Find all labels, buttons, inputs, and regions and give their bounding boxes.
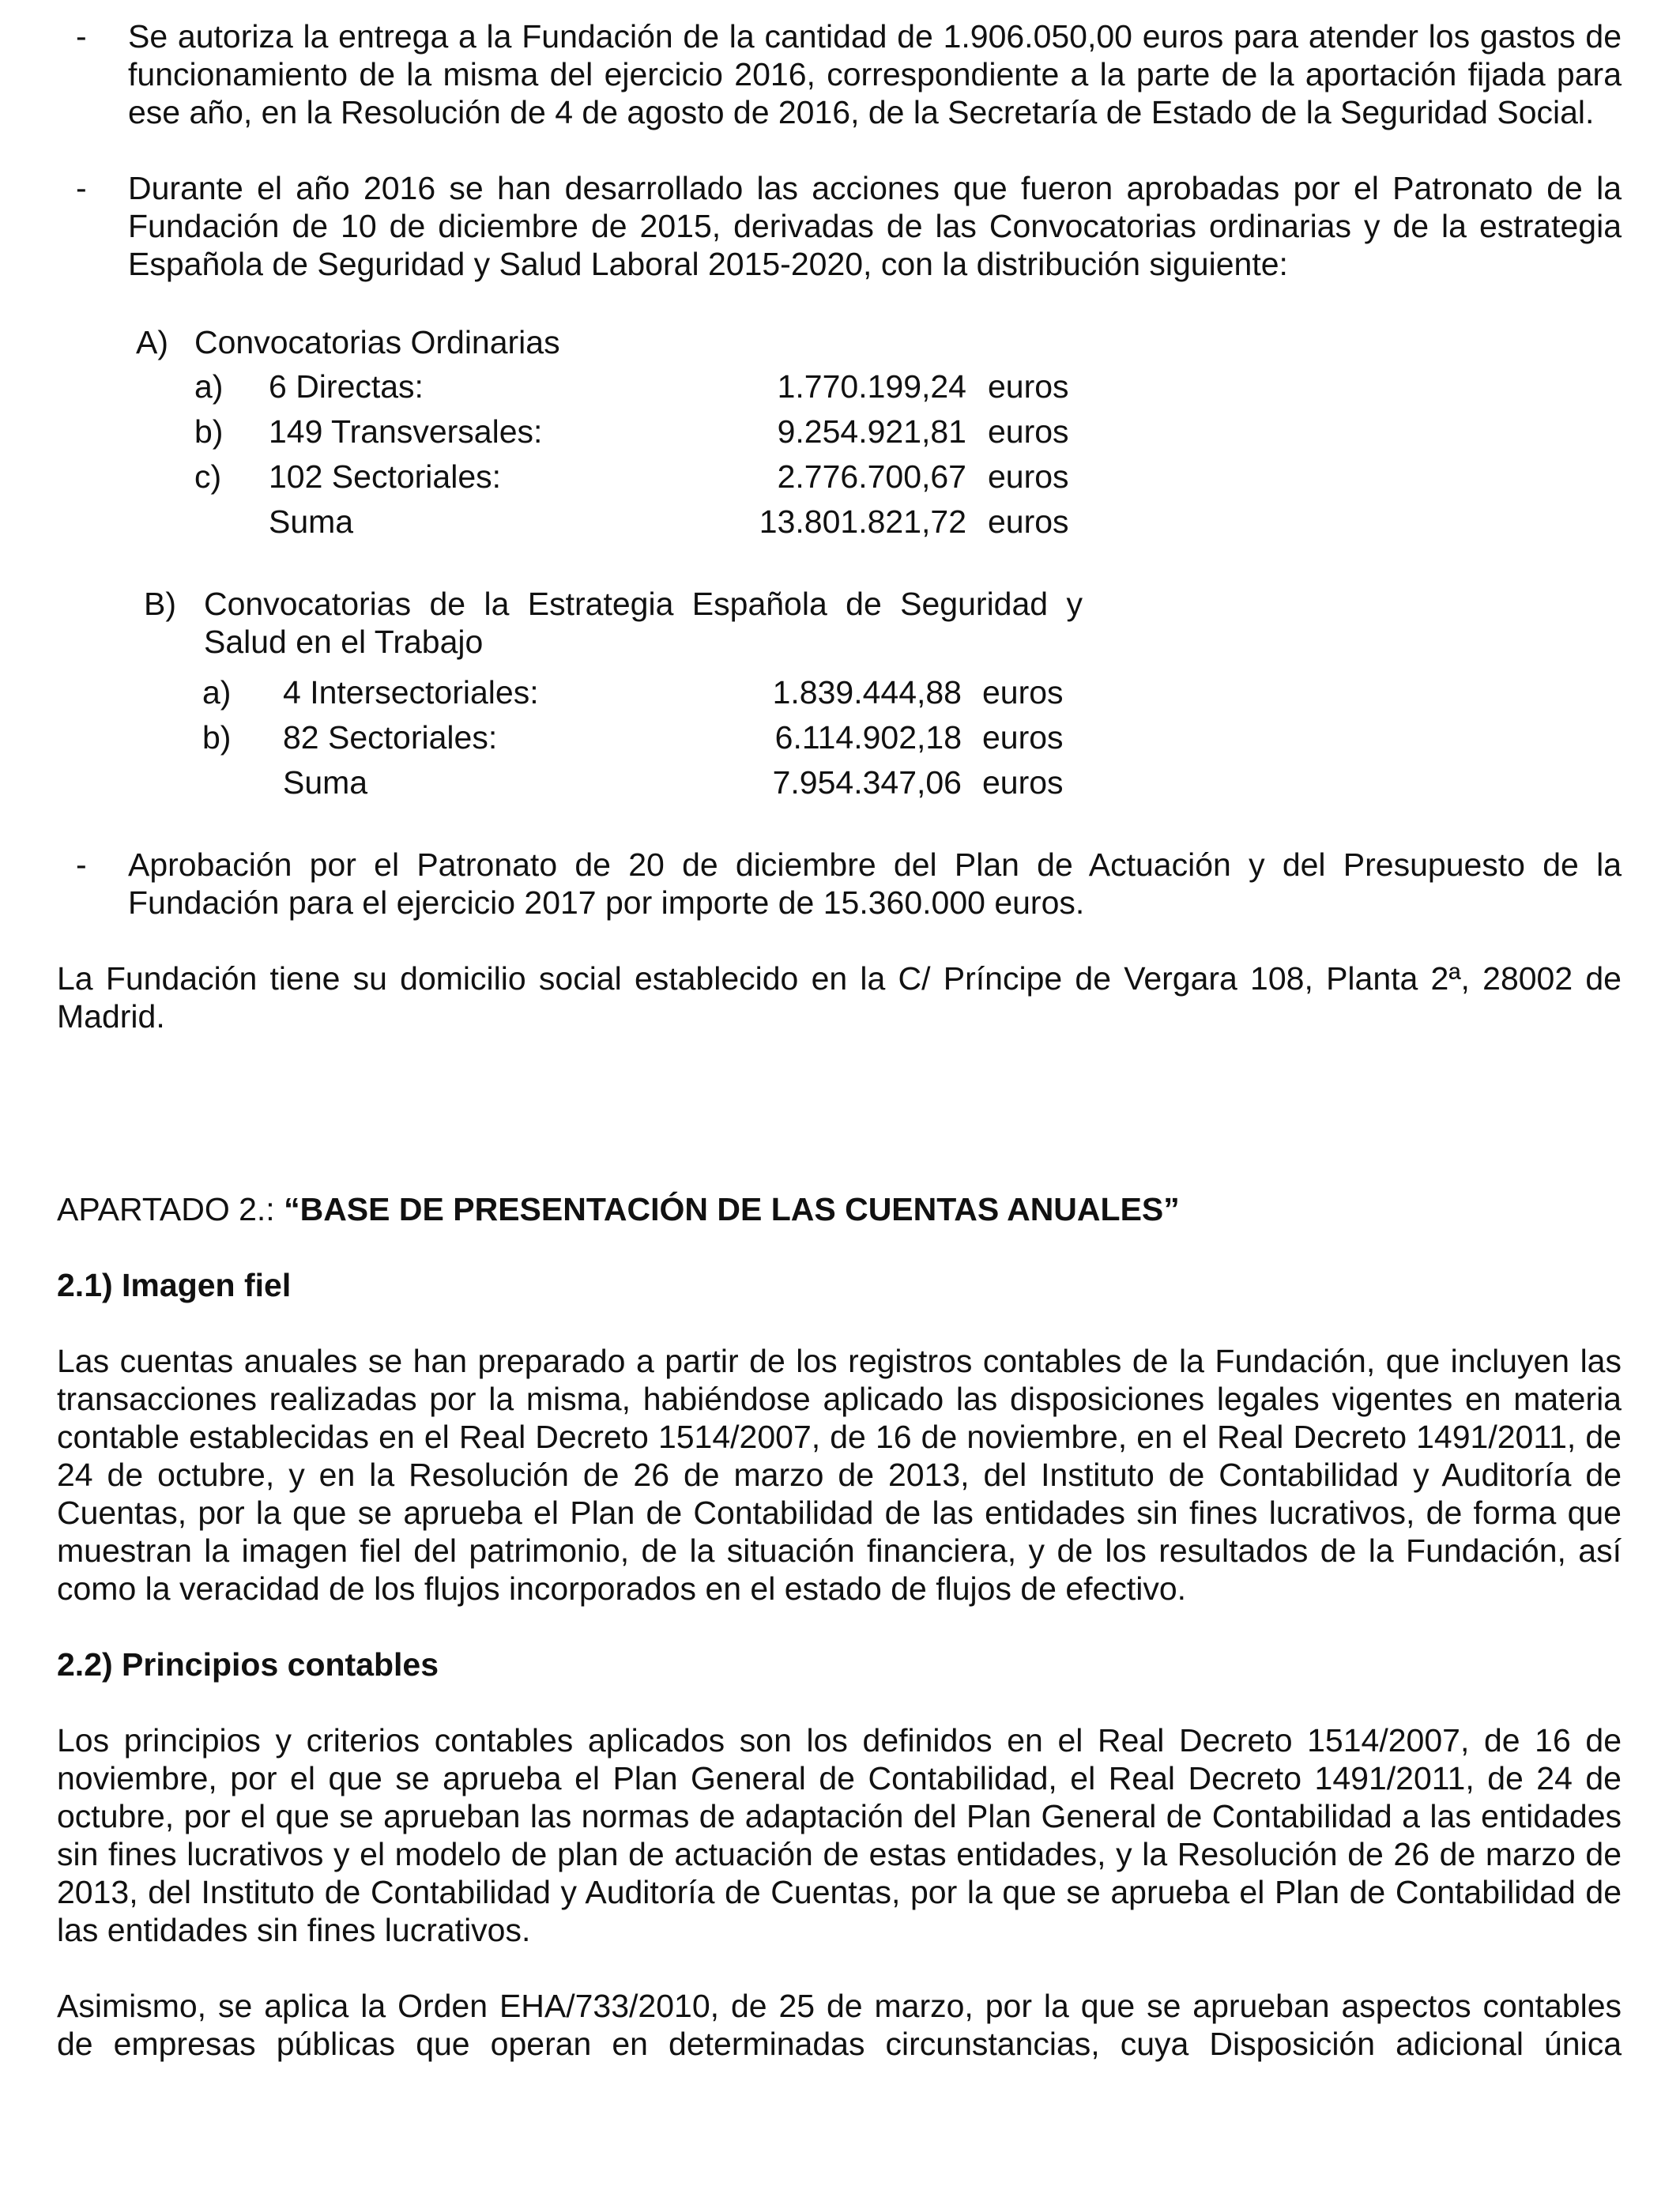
principios-contables-paragraph: Los principios y criterios contables aplicados son los definidos en el Real Decreto 1514/2007, de 16 de noviembre, por el que se aprueba el Plan General de Contabilidad, el Real Decreto 1491/2011, de 24 de octubre, por el que se aprueban las normas de adaptación del Plan General de Contabilidad a las entidades sin fines lucrativos y el modelo de plan de actuación de estas entidades, y la Resolución de 26 de marzo de 2013, del Instituto de Contabilidad y Auditoría de Cuentas, por la que se aprueba el Plan de Contabilidad de las entidades sin fines lucrativos. — [57, 1722, 1622, 1948]
row-description: 149 Transversales: — [269, 413, 543, 450]
bullet-dash: - — [76, 18, 87, 55]
row-label: b) — [202, 719, 232, 756]
row-label: b) — [194, 413, 224, 450]
row-amount: 1.770.199,24 — [777, 368, 966, 405]
domicile-paragraph: La Fundación tiene su domicilio social establecido en la C/ Príncipe de Vergara 108, Planta 2ª, 28002 de Madrid. — [57, 960, 1622, 1035]
row-label: c) — [194, 458, 222, 495]
row-amount: 7.954.347,06 — [772, 764, 962, 801]
row-description: 102 Sectoriales: — [269, 458, 502, 495]
bullet-item-actions — [57, 169, 1622, 283]
row-amount: 1.839.444,88 — [772, 674, 962, 711]
row-amount: 9.254.921,81 — [777, 413, 966, 450]
bullet-text: Durante el año 2016 se han desarrollado las acciones que fueron aprobadas por el Patronato de la Fundación de 10 de diciembre de 2015, derivadas de las Convocatorias ordinarias y de la estrategia Española de Seguridad y Salud Laboral 2015-2020, con la distribución siguiente: — [128, 170, 1622, 282]
bullet-text: Se autoriza la entrega a la Fundación de la cantidad de 1.906.050,00 euros para atender los gastos de funcionamiento de la misma del ejercicio 2016, correspondiente a la parte de la aportación fijada para ese año, en la Resolución de 4 de agosto de 2016, de la Secretaría de Estado de la Seguridad Social. — [128, 18, 1622, 130]
bullet-item-approval — [57, 846, 1622, 922]
bullet-item-funding — [57, 17, 1622, 131]
imagen-fiel-paragraph: Las cuentas anuales se han preparado a partir de los registros contables de la Fundación, que incluyen las transacciones realizadas por la misma, habiéndose aplicado las disposiciones legales vigentes en materia contable establecidas en el Real Decreto 1514/2007, de 16 de noviembre, en el Real Decreto 1491/2011, de 24 de octubre, y en la Resolución de 26 de marzo de 2013, del Instituto de Contabilidad y Auditoría de Cuentas, por la que se aprueba el Plan de Contabilidad de las entidades sin fines lucrativos, de forma que muestran la imagen fiel del patrimonio, de la situación financiera, y de los resultados de la Fundación, así como la veracidad de los flujos incorporados en el estado de flujos de efectivo. — [57, 1343, 1622, 1607]
row-unit: euros — [988, 413, 1069, 450]
row-label: a) — [202, 674, 232, 711]
section-b-title: Convocatorias de la Estrategia Española de Seguridad y Salud en el Trabajo — [204, 586, 1083, 660]
apartado-heading — [57, 1190, 1180, 1228]
row-description: 4 Intersectoriales: — [283, 674, 539, 711]
row-amount: 13.801.821,72 — [759, 503, 966, 540]
row-unit: euros — [982, 764, 1064, 801]
row-unit: euros — [982, 719, 1064, 756]
bullet-dash: - — [76, 170, 87, 206]
bullet-dash: - — [76, 846, 87, 883]
row-amount: 6.114.902,18 — [774, 719, 962, 756]
row-description: 82 Sectoriales: — [283, 719, 498, 756]
asimismo-paragraph: Asimismo, se aplica la Orden EHA/733/2010, de 25 de marzo, por la que se aprueban aspectos contables de empresas públicas que operan en determinadas circunstancias, cuya Disposición adicional única — [57, 1988, 1622, 2062]
section-a-letter: A) — [136, 324, 168, 360]
section-a-title: Convocatorias Ordinarias — [194, 324, 560, 360]
bullet-text: Aprobación por el Patronato de 20 de diciembre del Plan de Actuación y del Presupuesto de la Fundación para el ejercicio 2017 por importe de 15.360.000 euros. — [128, 846, 1622, 921]
row-unit: euros — [982, 674, 1064, 711]
section-heading-imagen-fiel: 2.1) Imagen fiel — [57, 1267, 292, 1303]
row-description: 6 Directas: — [269, 368, 424, 405]
apartado-prefix: APARTADO 2.: — [57, 1191, 284, 1227]
section-b-letter: B) — [144, 586, 176, 622]
section-heading-principios-contables: 2.2) Principios contables — [57, 1646, 439, 1683]
row-unit: euros — [988, 368, 1069, 405]
apartado-title: “BASE DE PRESENTACIÓN DE LAS CUENTAS ANUALES” — [284, 1191, 1180, 1227]
row-description: Suma — [283, 764, 368, 801]
row-unit: euros — [988, 458, 1069, 495]
row-amount: 2.776.700,67 — [777, 458, 966, 495]
row-label: a) — [194, 368, 224, 405]
row-description: Suma — [269, 503, 354, 540]
row-unit: euros — [988, 503, 1069, 540]
